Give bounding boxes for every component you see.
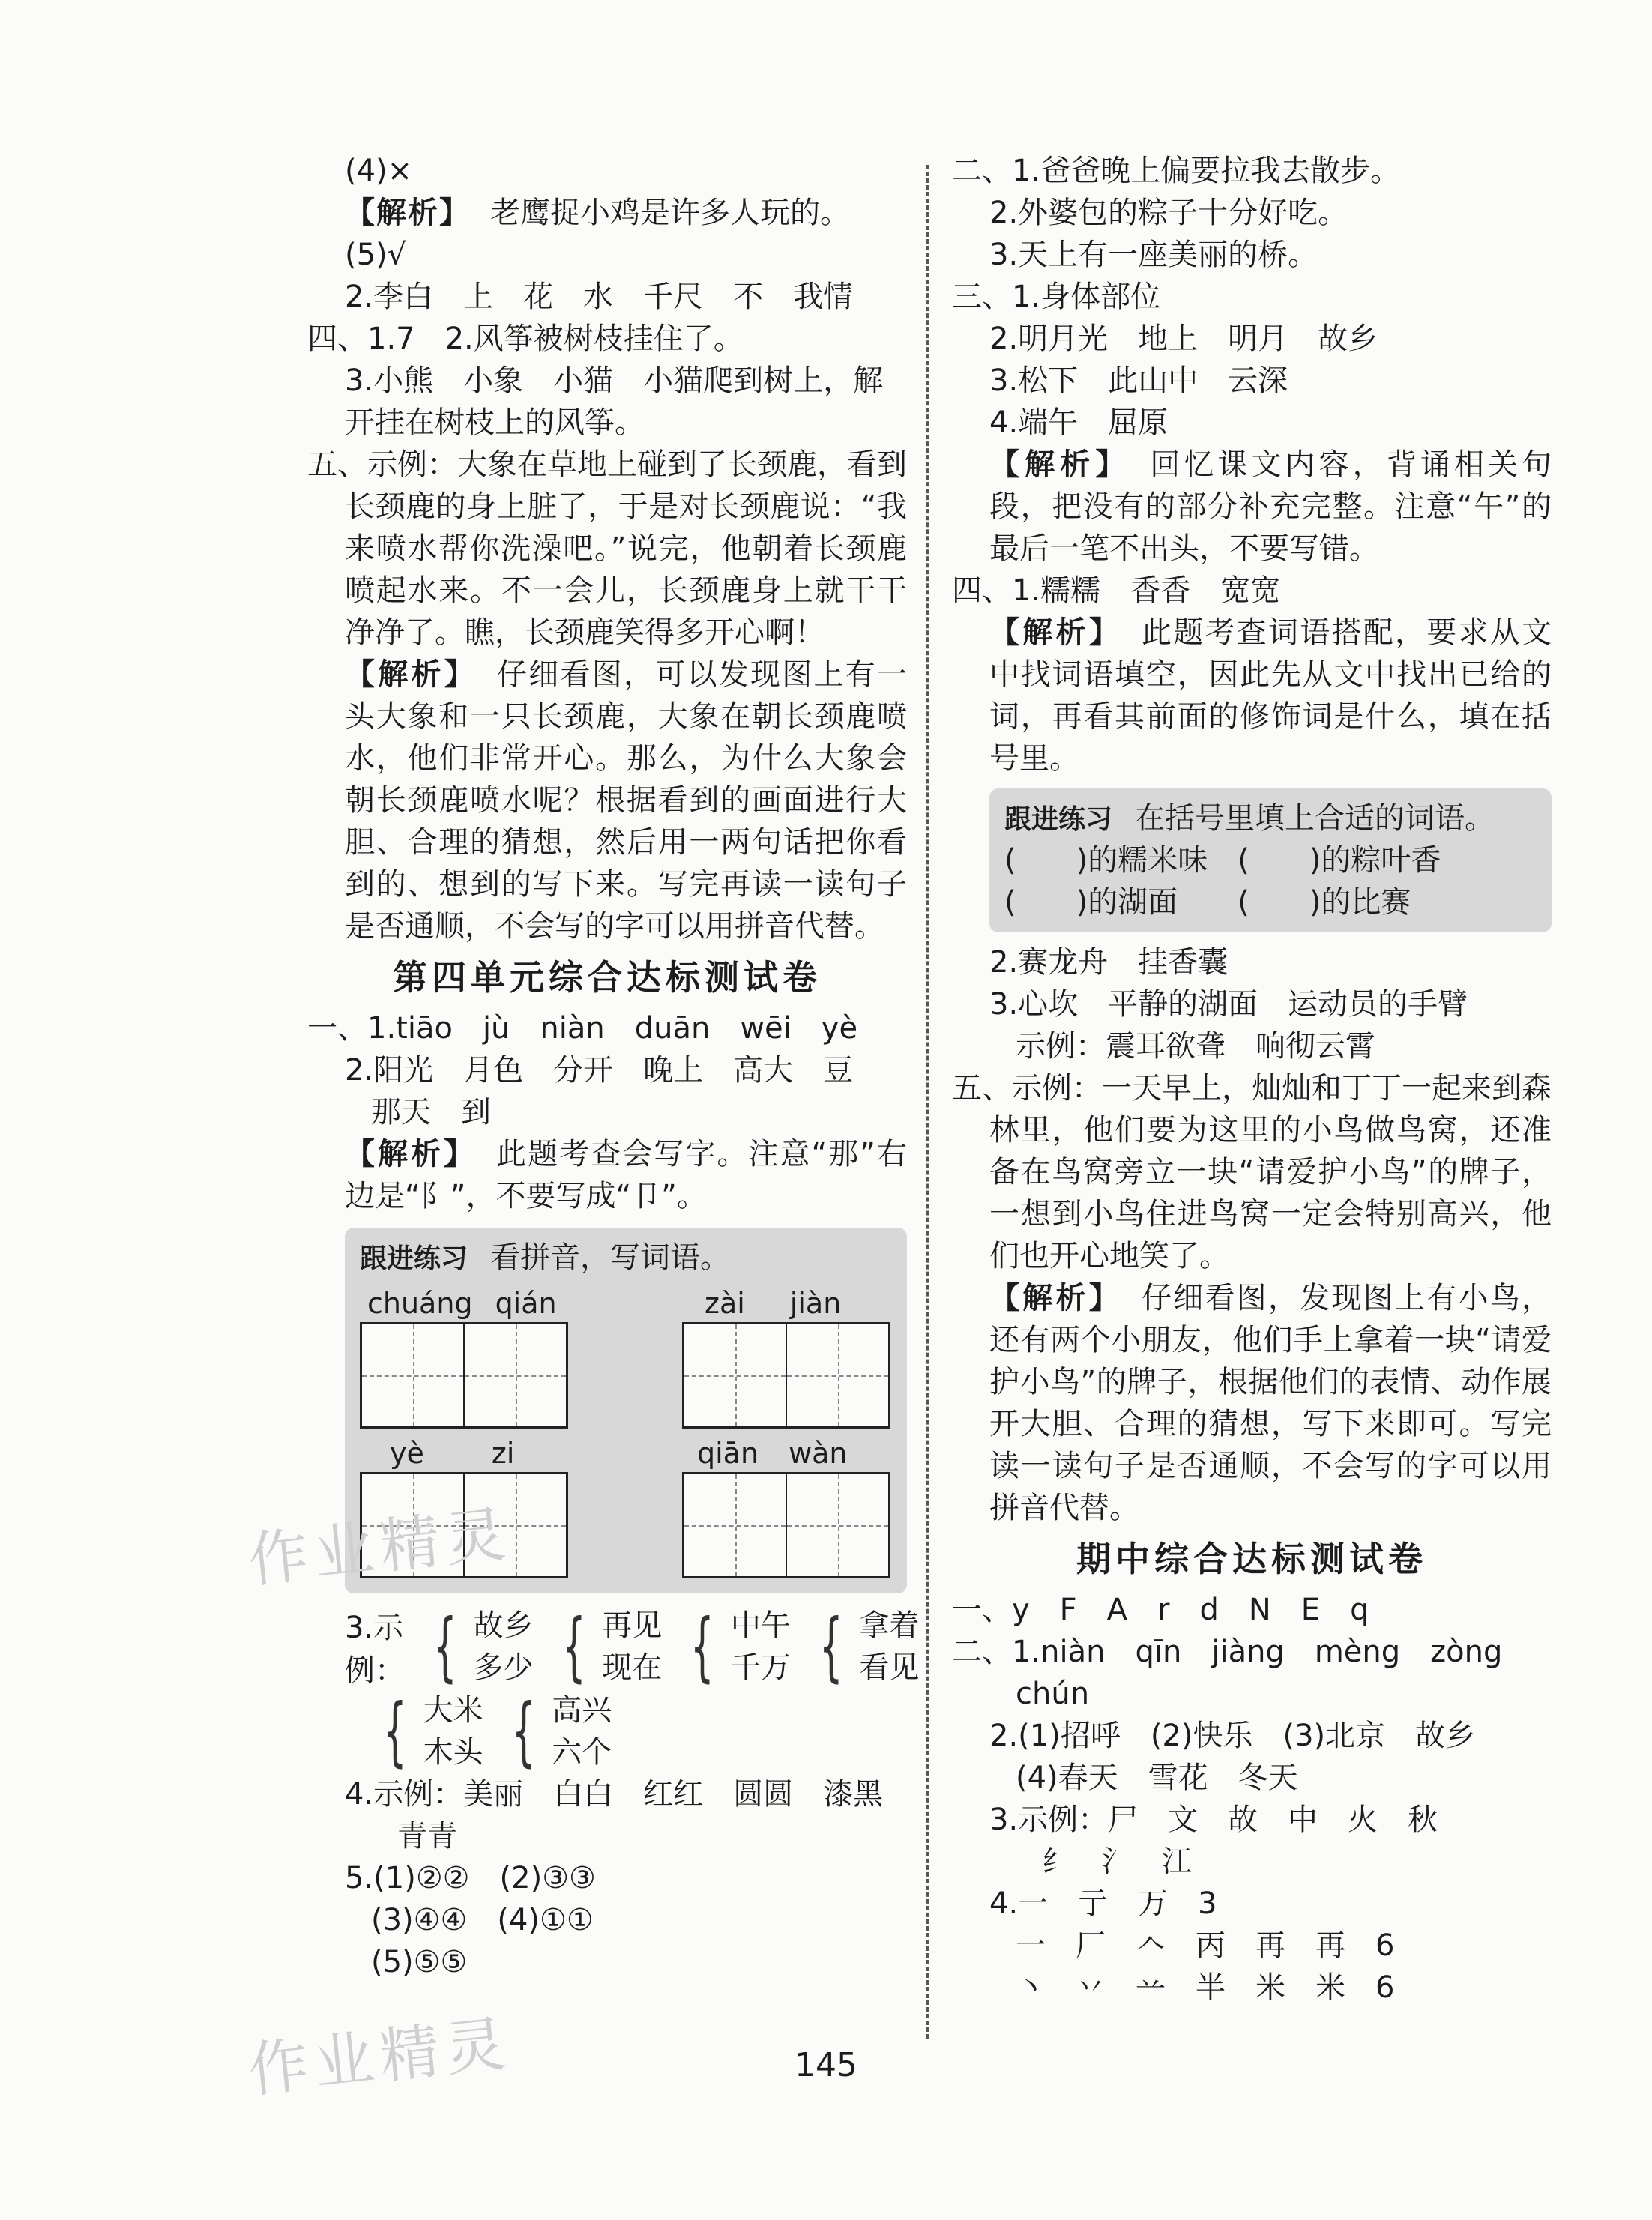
word: 六个 (552, 1735, 612, 1770)
writing-grid (360, 1285, 570, 1429)
answer-line: 2.外婆包的粽子十分好吃。 (989, 196, 1348, 230)
page-number: 145 (795, 2046, 857, 2084)
answer-line: 2.阳光 月色 分开 晚上 高大 豆 (345, 1053, 854, 1088)
answer-line: 二、1.爸爸晚上偏要拉我去散步。 (952, 154, 1401, 188)
answer-label: 3.示例： (345, 1611, 405, 1688)
example-paragraph: 五、示例：一天早上，灿灿和丁丁一起来到森林里，他们要为这里的小鸟做鸟窝，还准备在鸟窝旁立一块“请爱护小鸟”的牌子，一想到小鸟住进鸟窝一定会特别高兴，他们也开心地笑了。 (952, 1071, 1552, 1273)
answer-line: 三、1.身体部位 (952, 280, 1161, 314)
answer-line: 丶 丷 䒑 半 米 米 6 (1016, 1970, 1395, 2005)
answer-line: 2.(1)招呼 (2)快乐 (3)北京 故乡 (989, 1719, 1476, 1753)
answer-line: 4.端午 屈原 (989, 405, 1169, 440)
section-title: 期中综合达标测试卷 (1076, 1539, 1427, 1579)
answer-line: 二、1.niàn qīn jiàng mèng zòng (952, 1635, 1503, 1669)
word: 大米 (423, 1693, 483, 1728)
writing-boxes (360, 1322, 568, 1429)
analysis-tag: 【解析】 (989, 615, 1122, 650)
analysis-paragraph (952, 612, 1552, 779)
practice-line: ( )的糯米味 ( )的粽叶香 (1004, 843, 1441, 878)
analysis-tag: 【解析】 (345, 657, 477, 692)
word: 多少 (473, 1650, 534, 1685)
answer-line: (3)④④ (4)①① (371, 1903, 594, 1937)
practice-instruction: 看拼音，写词语。 (490, 1240, 731, 1275)
analysis-text: 仔细看图，发现图上有小鸟，还有两个小朋友，他们手上拿着一块“请爱护小鸟”的牌子，根据他们的表情、动作展开大胆、合理的猜想，写下来即可。写完读一读句子是否通顺，不会写的字可以用拼音代替。 (989, 1281, 1552, 1525)
pinyin: yè (390, 1437, 424, 1470)
right-column (952, 150, 1552, 2009)
word: 千万 (730, 1650, 791, 1685)
practice-head: 跟进练习 (1004, 804, 1113, 835)
answer-line: 3.天上有一座美丽的桥。 (989, 238, 1318, 272)
analysis-text: 此题考查会写字。注意“那”右边是“阝”，不要写成“卩”。 (345, 1137, 908, 1213)
word: 现在 (602, 1650, 663, 1685)
word-groups: { 大米 木头 { 高兴 六个 (382, 1687, 612, 1775)
word: 再见 (602, 1608, 663, 1643)
answer-line: 2.李白 上 花 水 千尺 不 我情 (345, 280, 854, 314)
analysis-paragraph (952, 444, 1552, 570)
column-divider (926, 165, 929, 2039)
left-column (307, 150, 920, 1983)
watermark: 作业精灵 (244, 1498, 515, 1596)
analysis-tag: 【解析】 (345, 1137, 477, 1171)
pinyin: chuáng (367, 1287, 473, 1320)
pinyin: qiān (697, 1437, 759, 1470)
analysis-tag: 【解析】 (989, 1281, 1122, 1315)
analysis-text: 回忆课文内容，背诵相关句段，把没有的部分补充完整。注意“午”的最后一笔不出头，不要写错。 (989, 447, 1552, 566)
pinyin: zi (491, 1437, 515, 1470)
word: 中午 (730, 1608, 791, 1643)
pinyin: zài (705, 1287, 745, 1320)
answer-line: (4)春天 雪花 冬天 (1016, 1761, 1298, 1795)
writing-boxes (682, 1322, 890, 1429)
practice-head: 跟进练习 (360, 1243, 468, 1274)
answer-line: 四、1.糯糯 香香 宽宽 (952, 573, 1281, 608)
analysis-tag: 【解析】 (345, 196, 471, 230)
analysis-text: 老鹰捉小鸡是许多人玩的。 (490, 196, 850, 230)
word: 拿着 (859, 1608, 920, 1643)
answer-line: 那天 到 (371, 1095, 491, 1129)
analysis-text: 此题考查词语搭配，要求从文中找词语填空，因此先从文中找出已给的词，再看其前面的修饰词是什么，填在括号里。 (989, 615, 1552, 776)
answer-line: 3.示例：尸 文 故 中 火 秋 (989, 1803, 1438, 1837)
pinyin: qián (495, 1287, 557, 1320)
writing-grid (682, 1285, 892, 1429)
writing-grid (682, 1435, 892, 1578)
answer-line: (5)√ (345, 238, 407, 272)
analysis-paragraph (307, 1133, 907, 1217)
analysis-paragraph (952, 1277, 1552, 1529)
answer-line: 3.心坎 平静的湖面 运动员的手臂 (989, 987, 1468, 1022)
analysis-line (307, 192, 907, 234)
section-title: 第四单元综合达标测试卷 (393, 957, 822, 998)
answer-line: (5)⑤⑤ (371, 1945, 468, 1979)
analysis-tag: 【解析】 (989, 447, 1131, 482)
analysis-text: 仔细看图，可以发现图上有一头大象和一只长颈鹿，大象在朝长颈鹿喷水，他们非常开心。那么，为什么大象会朝长颈鹿喷水呢？根据看到的画面进行大胆、合理的猜想，然后用一两句话把你看到的、想到的写下来。写完再读一读句子是否通顺，不会写的字可以用拼音代替。 (345, 657, 907, 944)
practice-instruction: 在括号里填上合适的词语。 (1135, 801, 1495, 836)
answer-line: 4.一 亍 万 3 (989, 1886, 1217, 1921)
word-groups: 3.示例： { 故乡 多少 { 再见 现在 { 中午 千万 { 拿着 看见 (345, 1602, 920, 1690)
answer-line: 2.赛龙舟 挂香囊 (989, 945, 1229, 980)
answer-line: 3.松下 此山中 云深 (989, 364, 1288, 398)
word: 看见 (859, 1650, 920, 1685)
answer-line: 四、1.7 2.风筝被树枝挂住了。 (307, 322, 744, 356)
answer-line: (4)× (345, 154, 413, 188)
writing-boxes (682, 1472, 890, 1578)
answer-line: 2.明月光 地上 明月 故乡 (989, 322, 1378, 356)
answer-line: 开挂在树枝上的风筝。 (345, 405, 645, 440)
answer-line: 3.小熊 小象 小猫 小猫爬到树上，解 (345, 364, 884, 398)
example-paragraph: 五、示例：大象在草地上碰到了长颈鹿，看到长颈鹿的身上脏了，于是对长颈鹿说：“我来喷水帮你洗澡吧。”说完，他朝着长颈鹿喷起水来。不一会儿，长颈鹿身上就干干净净了。瞧，长颈鹿笑得多开心啊！ (307, 447, 907, 650)
word: 高兴 (552, 1693, 612, 1728)
answer-line: 一、y F A r d N E q (952, 1593, 1369, 1627)
answer-line: 纟 氵 江 (1042, 1845, 1192, 1879)
answer-line: 一、1.tiāo jù niàn duān wēi yè (307, 1011, 858, 1046)
pinyin: jiàn (789, 1287, 842, 1320)
practice-line: ( )的湖面 ( )的比赛 (1004, 885, 1411, 920)
analysis-paragraph (307, 654, 907, 947)
pinyin: wàn (789, 1437, 848, 1470)
word: 木头 (423, 1735, 483, 1770)
answer-line: 一 厂 𠆢 丙 再 再 6 (1016, 1928, 1395, 1963)
word: 故乡 (473, 1608, 534, 1643)
answer-line: 示例：震耳欲聋 响彻云霄 (1016, 1029, 1375, 1064)
answer-line: 4.示例：美丽 白白 红红 圆圆 漆黑 (345, 1777, 884, 1812)
answer-line: 青青 (397, 1819, 457, 1853)
answer-line: chún (1016, 1677, 1090, 1711)
watermark: 作业精灵 (244, 2008, 515, 2106)
practice-box (989, 788, 1552, 932)
answer-line: 5.(1)②② (2)③③ (345, 1861, 596, 1895)
